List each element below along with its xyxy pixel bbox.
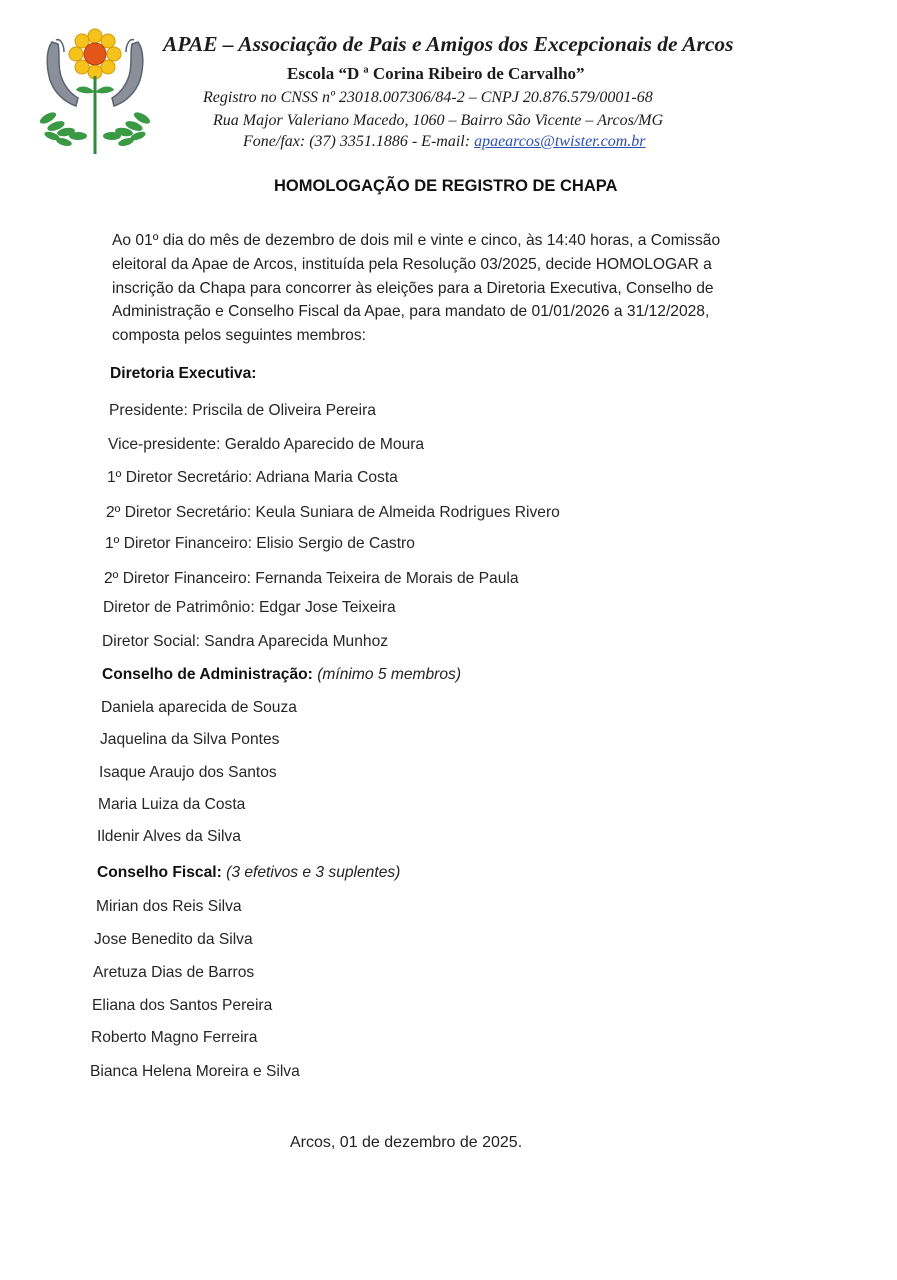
letterhead-phone: Fone/fax: (37) 3351.1886 - E-mail: — [243, 133, 475, 150]
section-title-fiscal — [97, 864, 400, 882]
intro-line: Administração e Conselho Fiscal da Apae, para mandato de 01/01/2026 a 31/12/2028, — [112, 303, 710, 321]
member-item: 1º Diretor Financeiro: Elisio Sergio de Castro — [105, 535, 415, 552]
member-item: Vice-presidente: Geraldo Aparecido de Moura — [108, 436, 425, 453]
member-item: Jaquelina da Silva Pontes — [100, 731, 280, 748]
member-item: Daniela aparecida de Souza — [101, 699, 297, 716]
member-item: Aretuza Dias de Barros — [93, 964, 255, 981]
letterhead-title: APAE – Associação de Pais e Amigos dos Excepcionais de Arcos — [163, 32, 734, 56]
member-item: Ildenir Alves da Silva — [97, 828, 241, 845]
fiscal-title: Conselho Fiscal: — [97, 864, 222, 881]
member-item: Jose Benedito da Silva — [94, 931, 253, 948]
member-item: Diretor Social: Sandra Aparecida Munhoz — [102, 633, 389, 650]
intro-line: Ao 01º dia do mês de dezembro de dois mil e vinte e cinco, às 14:40 horas, a Comissão — [112, 232, 721, 249]
member-item: Presidente: Priscila de Oliveira Pereira — [109, 402, 376, 419]
apae-logo-icon — [38, 26, 152, 156]
fiscal-note: (3 efetivos e 3 suplentes) — [226, 864, 401, 881]
member-item: Roberto Magno Ferreira — [91, 1029, 258, 1046]
letterhead-school: Escola “D ª Corina Ribeiro de Carvalho” — [287, 64, 585, 83]
letterhead-contact — [243, 133, 646, 151]
email-link[interactable]: apaearcos@twister.com.br — [474, 133, 646, 150]
member-item: Eliana dos Santos Pereira — [92, 997, 273, 1014]
administration-note: (mínimo 5 membros) — [317, 666, 462, 683]
intro-paragraph — [112, 229, 772, 348]
intro-line: eleitoral da Apae de Arcos, instituída pela Resolução 03/2025, decide HOMOLOGAR a — [112, 255, 712, 273]
closing-date: Arcos, 01 de dezembro de 2025. — [290, 1134, 523, 1151]
intro-line: inscrição da Chapa para concorrer às eleições para a Diretoria Executiva, Conselho de — [112, 279, 714, 297]
member-item: Isaque Araujo dos Santos — [99, 764, 277, 781]
section-title-administration — [102, 666, 461, 684]
administration-title: Conselho de Administração: — [102, 666, 313, 683]
member-item: Bianca Helena Moreira e Silva — [90, 1063, 300, 1080]
member-item: 2º Diretor Secretário: Keula Suniara de Almeida Rodrigues Rivero — [106, 504, 560, 521]
section-title-executive: Diretoria Executiva: — [110, 365, 257, 382]
member-item: Diretor de Patrimônio: Edgar Jose Teixeira — [103, 599, 396, 616]
intro-line: composta pelos seguintes membros: — [112, 327, 366, 345]
letterhead-address: Rua Major Valeriano Macedo, 1060 – Bairro São Vicente – Arcos/MG — [213, 112, 664, 129]
member-item: 1º Diretor Secretário: Adriana Maria Costa — [107, 469, 398, 486]
member-item: 2º Diretor Financeiro: Fernanda Teixeira de Morais de Paula — [104, 570, 519, 587]
document-heading: HOMOLOGAÇÃO DE REGISTRO DE CHAPA — [274, 177, 618, 195]
member-item: Mirian dos Reis Silva — [96, 898, 242, 915]
letterhead-registry: Registro no CNSS nº 23018.007306/84-2 – CNPJ 20.876.579/0001-68 — [203, 89, 653, 106]
member-item: Maria Luiza da Costa — [98, 796, 246, 813]
